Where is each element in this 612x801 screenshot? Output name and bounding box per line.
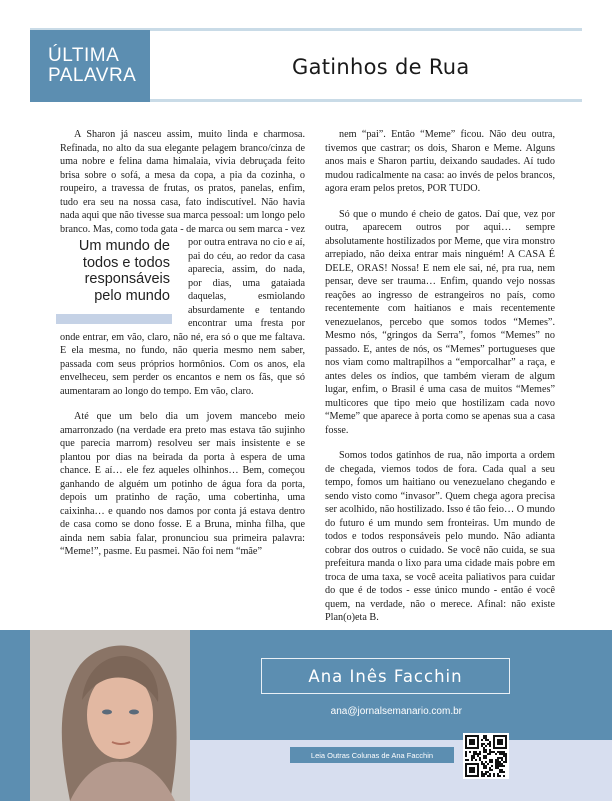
qr-code-icon[interactable] [463,733,509,779]
section-tag-line2: PALAVRA [48,65,137,86]
author-email-link[interactable]: ana@jornalsemanario.com.br [330,706,462,717]
article-paragraph: Até que um belo dia um jovem mancebo meio amarronzado (na verdade era preto mas estava tão sujinho que parecia marrom) resolveu ser mais insistente e se plantou por dias na beirada da porta à espera de uma chance. E aí… ele fez aqueles olhinhos… Bem, começou ganhando de alguém um potinho de água fora da porta, depois um pratinho de ração, uma cobertinha, uma caixinha… e quando nos damos por conta já estava dentro de casa como se dono fosse. E a Bruna, minha filha, que ainda nem sabia falar, pronunciou sua primeira palavra: “Meme!”, pasme. Eu pasmei. Não foi nem “mãe” [60,411,305,557]
author-name: Ana Inês Facchin [261,658,510,694]
more-columns-button[interactable]: Leia Outras Colunas de Ana Facchin [290,747,454,763]
section-tag-line1: ÚLTIMA [48,45,120,66]
article-paragraph: Somos todos gatinhos de rua, não importa a ordem de chegada, viemos todos de fora. Cada qual a seu tempo, fomos um haitiano ou venezuelano chegando e sendo visto como “invasor”. Quem chega agora precisa ser acolhido, não hostilizado. Isso é tão feio… O mundo do futuro é um mundo sem fronteiras. Um mundo de todos e todos responsáveis pelo mundo. Não adianta cobrar dos outros o cuidado. Se você não cuida, se sua prefeitura manda o lixo para uma cidade mais pobre em troca de uma taxa, se você aceita paliativos para cuidar do que é de todos - esse único mundo - então é você quem, na verdade, não o merece. Afinal: não existe Plan(o)eta B. [325,450,555,623]
article-title: Gatinhos de Rua [292,55,470,79]
article-paragraph: nem “pai”. Então “Meme” ficou. Não deu outra, tivemos que castrar; os dois, Sharon e Meme. Alguns anos mais e Sharon partiu, deixando saudades. Aí tudo mudou radicalmente na casa: ao invés de pelos brancos, agora eram pelos pretos, POR TUDO. [325,129,555,194]
article-column-left [60,128,305,571]
author-photo [30,630,190,801]
pull-quote-bar [56,314,172,324]
article-paragraph: A Sharon já nasceu assim, muito linda e charmosa. Refinada, no alto da sua elegante pelagem branco/cinza de uma nobre e felina dama himalaia, vivia debruçada feito brisa sobre o sofá, a mesa da copa, a pia da cozinha, o roupeiro, a travessa de frutas, os pratos, panelas, enfim, tudo era seu na nossa casa, fato indiscutível. Não havia nada aqui que não tivesse sua marca pessoal: um longo pelo branco. Mas, como toda gata - de marca ou sem marca - Um mundo de todos e todos responsáveis pelo mundo vez por outra entrava no cio e aí, pai do céu, ao redor da casa aparecia, assim, do nada, por dias, uma gataiada daquelas, esmiolando absurdamente e tentando encontrar uma fresta por onde entrar, em vão, claro, não né, era só o que me faltava. E ela mesma, no fundo, não queria mesmo nem saber, passada com seus próprios hormônios. Com os anos, ela envelheceu, sem perder os encantos e nem os fãs, que só aumentaram ao longo do tempo. Em vão, claro. [60,128,305,398]
pull-quote [58,238,170,324]
article-column-right [325,128,555,637]
header-bottom-rule [150,99,582,102]
pull-quote-text: Um mundo de todos e todos responsáveis pelo mundo [78,238,170,304]
article-paragraph: Só que o mundo é cheio de gatos. Daí que, vez por outra, aparecem outros por aqui… sempre absolutamente hostilizados por Meme, que vira monstro arrepiado, não deixa entrar mais ninguém! A CASA É DELE, ORAS! Nossa! E nem ele sai, né, pra rua, nem pensar, deve ser trauma… Enfim, quando vejo nossas reações ao ingresso de estrangeiros no país, como recentemente com haitianos e mais recentemente venezuelanos, percebo que somos todos “Memes”. Mesmo nós, “gringos da Serra”, fomos “Memes” no passado. E, antes de nós, os “Memes” portugueses que nos viam como maltrapilhos a “emporcalhar” a raça, e antes deles os índios, que também vieram de algum lugar, enfim, o Brasil é uma casa de muitos “Memes” multicores que tipo meio que hostilizam cada novo “Meme” que aparece à porta como se apenas sua a casa fosse. [325,208,555,436]
section-tag [30,30,150,102]
